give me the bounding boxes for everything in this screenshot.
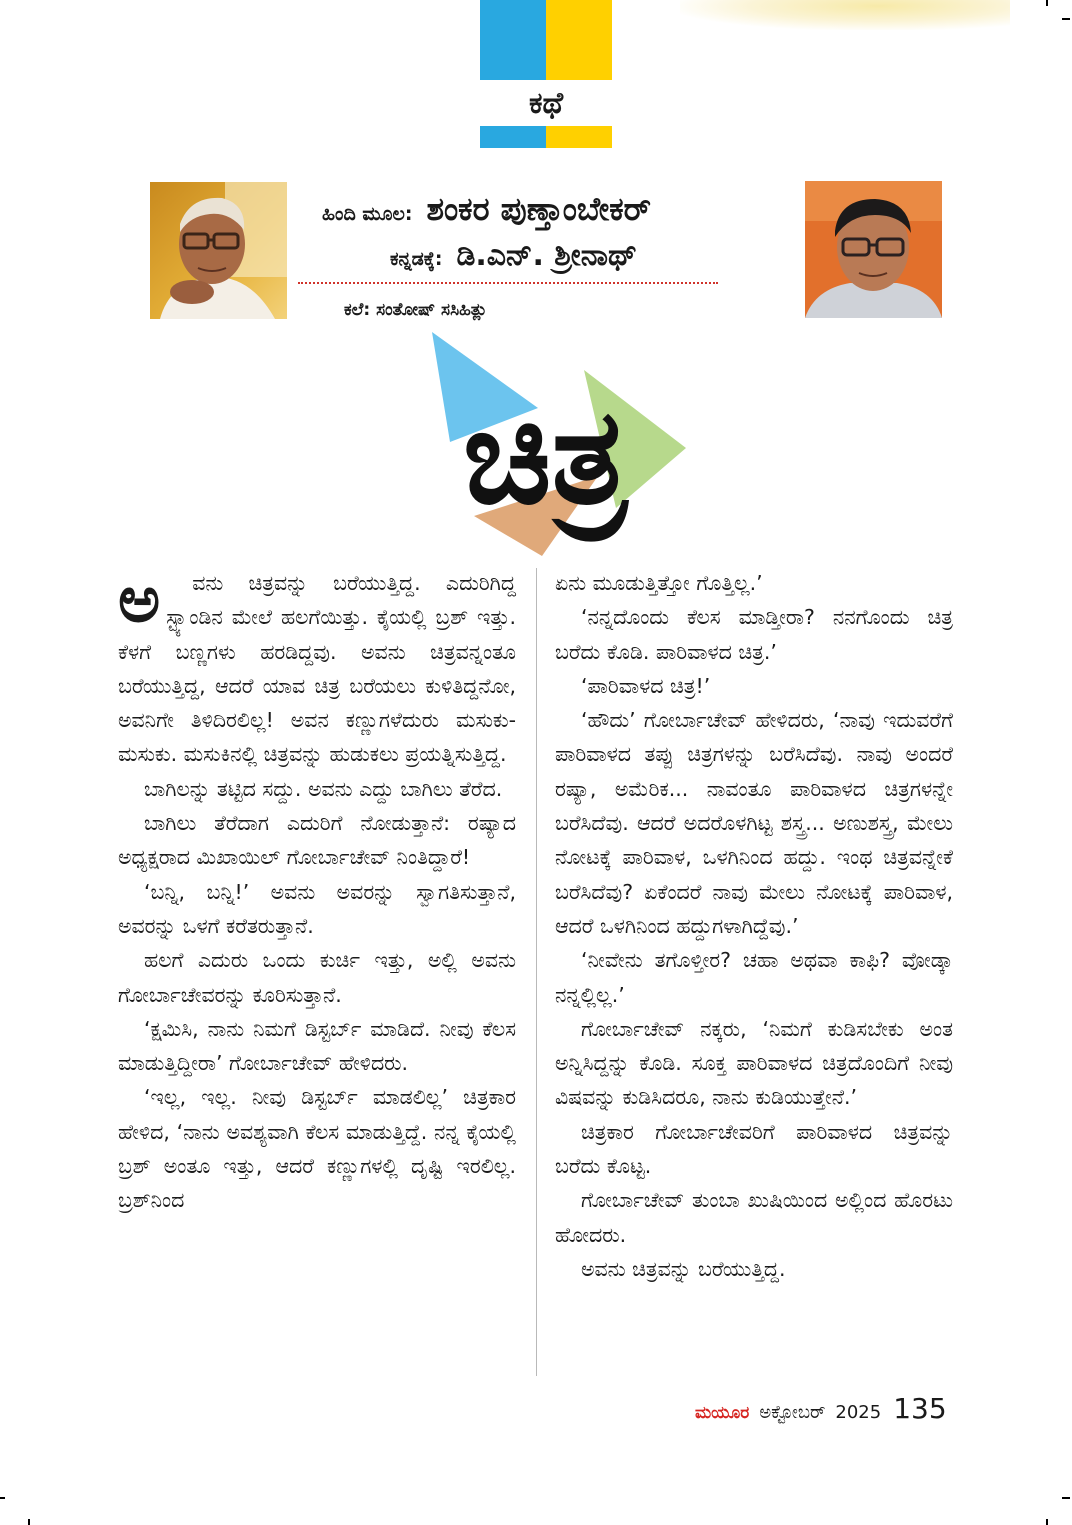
crop-mark: [1062, 18, 1070, 20]
page-footer: [695, 1392, 947, 1425]
header-stripe-yellow: [546, 126, 612, 148]
paragraph: ‘ನೀವೇನು ತಗೊಳ್ತೀರ? ಚಹಾ ಅಥವಾ ಕಾಫಿ? ವೋಡ್ಕಾ ನನ್ನಲ್ಲಿಲ್ಲ.’: [555, 948, 953, 1007]
story-title: ಚಿತ್ರ: [462, 380, 628, 534]
paragraph: ಏನು ಮೂಡುತ್ತಿತ್ತೋ ಗೊತ್ತಿಲ್ಲ.’: [555, 571, 763, 595]
paragraph: ‘ಇಲ್ಲ, ಇಲ್ಲ. ನೀವು ಡಿಸ್ಟರ್ಬ್ ಮಾಡಲಿಲ್ಲ’ ಚಿತ್ರಕಾರ ಹೇಳಿದ, ‘ನಾನು ಅವಶ್ಯವಾಗಿ ಕೆಲಸ ಮಾಡುತ್ತಿದ್ದೆ. ನನ್ನ ಕೈಯಲ್ಲಿ ಬ್ರಶ್ ಅಂತೂ ಇತ್ತು, ಆದರೆ ಕಣ್ಣುಗಳಲ್ಲಿ ದೃಷ್ಟಿ ಇರಲಿಲ್ಲ. ಬ್ರಶ್‌ನಿಂದ: [118, 1085, 516, 1213]
translator-credit: [390, 238, 637, 273]
issue-month: ಅಕ್ಟೋಬರ್: [759, 1402, 826, 1423]
header-stripe-blue: [480, 126, 546, 148]
story-column-1: [118, 563, 516, 1218]
header-block-blue: [480, 0, 546, 80]
paragraph: ಚಿತ್ರಕಾರ ಗೋರ್ಬಾಚೇವರಿಗೆ ಪಾರಿವಾಳದ ಚಿತ್ರವನ್ನು ಬರೆದು ಕೊಟ್ಟ.: [555, 1119, 953, 1179]
credits-divider: [298, 282, 718, 284]
paragraph: ‘ಪಾರಿವಾಳದ ಚಿತ್ರ!’: [581, 673, 711, 698]
header-block-yellow: [546, 0, 612, 80]
translator-portrait: [805, 181, 942, 318]
author-name: ಶಂಕರ ಪುಣ್ತಾಂಬೇಕರ್: [426, 190, 651, 228]
paper-smudge: [680, 0, 1010, 30]
paragraph: ಗೋರ್ಬಾಚೇವ್ ತುಂಬಾ ಖುಷಿಯಿಂದ ಅಲ್ಲಿಂದ ಹೊರಟು ಹೋದರು.: [555, 1188, 953, 1247]
section-label: ಕಥೆ: [528, 85, 564, 121]
paragraph: ಬಾಗಿಲು ತೆರೆದಾಗ ಎದುರಿಗೆ ನೋಡುತ್ತಾನೆ: ರಷ್ಯಾದ ಅಧ್ಯಕ್ಷರಾದ ಮಿಖಾಯಿಲ್ ಗೋರ್ಬಾಚೇವ್ ನಿಂತಿದ್ದಾರೆ!: [118, 811, 516, 870]
story-column-2: [555, 566, 953, 1286]
paragraph: ‘ನನ್ನದೊಂದು ಕೆಲಸ ಮಾಡ್ತೀರಾ? ನನಗೊಂದು ಚಿತ್ರ ಬರೆದು ಕೊಡಿ. ಪಾರಿವಾಳದ ಚಿತ್ರ.’: [555, 605, 953, 664]
crop-mark: [1062, 1497, 1070, 1499]
paragraph: ‘ಕ್ಷಮಿಸಿ, ನಾನು ನಿಮಗೆ ಡಿಸ್ಟರ್ಬ್ ಮಾಡಿದೆ. ನೀವು ಕೆಲಸ ಮಾಡುತ್ತಿದ್ದೀರಾ’ ಗೋರ್ಬಾಚೇವ್ ಹೇಳಿದರು.: [118, 1016, 516, 1076]
paragraph: ಅ ವನು ಚಿತ್ರವನ್ನು ಬರೆಯುತ್ತಿದ್ದ. ಎದುರಿಗಿದ್ದ ಸ್ಟ್ಯಾಂಡಿನ ಮೇಲೆ ಹಲಗೆಯಿತ್ತು. ಕೈಯಲ್ಲಿ ಬ್ರಶ್ ಇತ್ತು. ಕೆಳಗೆ ಬಣ್ಣಗಳು ಹರಡಿದ್ದವು. ಅವನು ಚಿತ್ರವನ್ನಂತೂ ಬರೆಯುತ್ತಿದ್ದ, ಆದರೆ ಯಾವ ಚಿತ್ರ ಬರೆಯಲು ಕುಳಿತಿದ್ದನೋ, ಅವನಿಗೇ ತಿಳಿದಿರಲಿಲ್ಲ! ಅವನ ಕಣ್ಣುಗಳೆದುರು ಮಸುಕು-ಮಸುಕು. ಮಸುಕಿನಲ್ಲಿ ಚಿತ್ರವನ್ನು ಹುಡುಕಲು ಪ್ರಯತ್ನಿಸುತ್ತಿದ್ದ.: [118, 566, 516, 772]
paragraph: ಗೋರ್ಬಾಚೇವ್ ನಕ್ಕರು, ‘ನಿಮಗೆ ಕುಡಿಸಬೇಕು ಅಂತ ಅನ್ನಿಸಿದ್ದನ್ನು ಕೊಡಿ. ಸೂಕ್ತ ಪಾರಿವಾಳದ ಚಿತ್ರದೊಂದಿಗೆ ನೀವು ವಿಷವನ್ನು ಕುಡಿಸಿದರೂ, ನಾನು ಕುಡಿಯುತ್ತೇನೆ.’: [555, 1016, 953, 1110]
paragraph: ‘ಹೌದು’ ಗೋರ್ಬಾಚೇವ್ ಹೇಳಿದರು, ‘ನಾವು ಇದುವರೆಗೆ ಪಾರಿವಾಳದ ತಪ್ಪು ಚಿತ್ರಗಳನ್ನು ಬರೆಸಿದೆವು. ನಾವು ಅಂದರೆ ರಷ್ಯಾ, ಅಮೆರಿಕ... ನಾವಂತೂ ಪಾರಿವಾಳದ ಚಿತ್ರಗಳನ್ನೇ ಬರೆಸಿದೆವು. ಆದರೆ ಅದರೊಳಗಿಟ್ಟ ಶಸ್ತ್ರ... ಅಣುಶಸ್ತ್ರ, ಮೇಲು ನೋಟಕ್ಕೆ ಪಾರಿವಾಳ, ಒಳಗಿನಿಂದ ಹದ್ದು. ಇಂಥ ಚಿತ್ರವನ್ನೇಕೆ ಬರೆಸಿದೆವು? ಏಕೆಂದರೆ ನಾವು ಮೇಲು ನೋಟಕ್ಕೆ ಪಾರಿವಾಳ, ಆದರೆ ಒಳಗಿನಿಂದ ಹದ್ದುಗಳಾಗಿದ್ದೆವು.’: [555, 708, 953, 938]
paragraph: ಬಾಗಿಲನ್ನು ತಟ್ಟಿದ ಸದ್ದು. ಅವನು ಎದ್ದು ಬಾಗಿಲು ತೆರೆದ.: [144, 776, 503, 801]
paragraph: ಹಲಗೆ ಎದುರು ಒಂದು ಕುರ್ಚಿ ಇತ್ತು, ಅಲ್ಲಿ ಅವನು ಗೋರ್ಬಾಚೇವರನ್ನು ಕೂರಿಸುತ್ತಾನೆ.: [118, 948, 516, 1007]
author-portrait: [150, 182, 287, 319]
column-divider: [536, 568, 537, 1376]
crop-mark: [1046, 0, 1048, 6]
crop-mark: [0, 1497, 5, 1499]
page-number: 135: [893, 1392, 947, 1425]
story-title-art: [390, 330, 700, 560]
crop-mark: [1046, 1519, 1048, 1525]
translation-label: ಕನ್ನಡಕ್ಕೆ:: [390, 248, 443, 270]
author-credit: [322, 190, 651, 229]
drop-cap: ಅ: [118, 563, 161, 637]
magazine-brand: ಮಯೂರ: [695, 1403, 750, 1423]
translator-name: ಡಿ.ಎನ್. ಶ್ರೀನಾಥ್: [456, 238, 638, 273]
issue-year: 2025: [835, 1402, 882, 1423]
crop-mark: [28, 1519, 30, 1525]
illustrator-credit: ಕಲೆ: ಸಂತೋಷ್ ಸಸಿಹಿತ್ಲು: [344, 300, 488, 320]
paragraph: ‘ಬನ್ನಿ, ಬನ್ನಿ!’ ಅವನು ಅವರನ್ನು ಸ್ವಾಗತಿಸುತ್ತಾನೆ, ಅವರನ್ನು ಒಳಗೆ ಕರೆತರುತ್ತಾನೆ.: [118, 879, 516, 938]
paragraph: ಅವನು ಚಿತ್ರವನ್ನು ಬರೆಯುತ್ತಿದ್ದ.: [581, 1256, 786, 1281]
source-label: ಹಿಂದಿ ಮೂಲ:: [322, 203, 413, 225]
